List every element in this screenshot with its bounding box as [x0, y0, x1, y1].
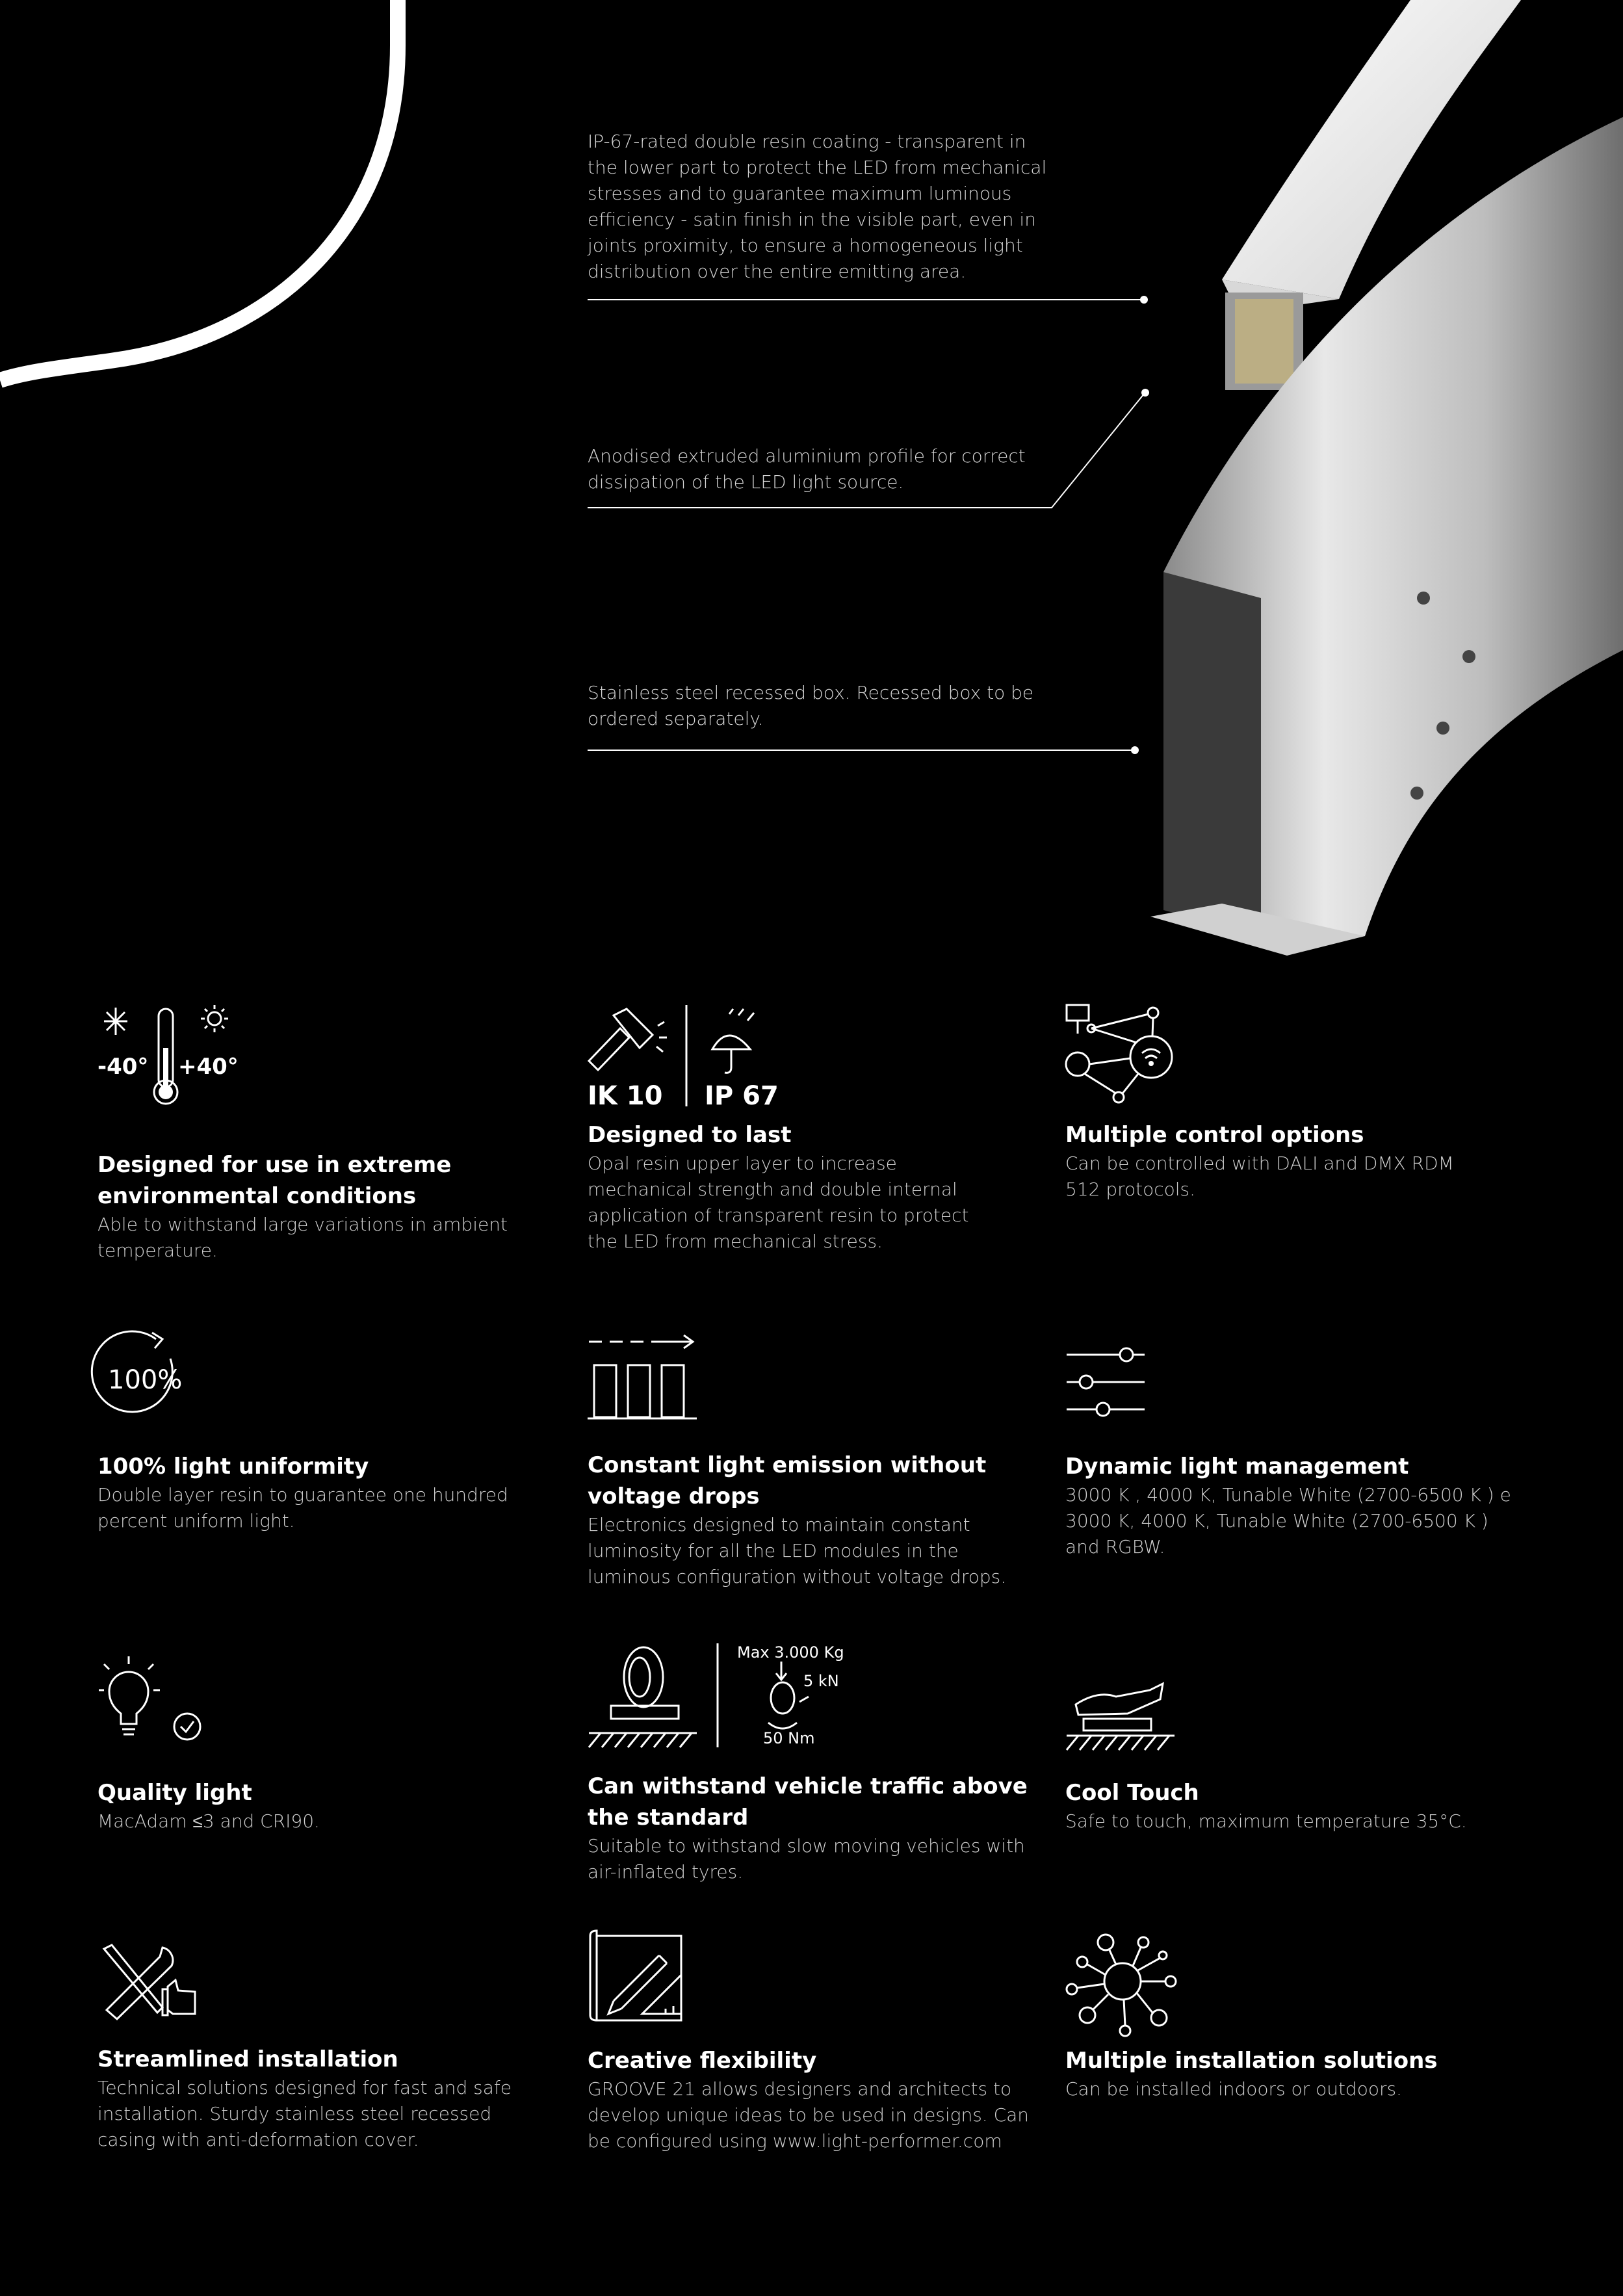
feature-title: Can withstand vehicle traffic above the standard — [588, 1773, 1028, 1831]
force-label: 5 kN — [803, 1672, 839, 1690]
feature-light-uniformity — [97, 1333, 552, 1534]
hub-nodes-icon — [1065, 1929, 1221, 2040]
network-wifi-icon — [1065, 1002, 1221, 1113]
feature-text: Electronics designed to maintain constant luminosity for all the LED modules in the luminous configuration without voltage drops. — [588, 1514, 1007, 1587]
feature-title: 100% light uniformity — [97, 1454, 369, 1480]
feature-cool-touch — [1065, 1651, 1520, 1834]
sliders-icon — [1065, 1333, 1221, 1443]
temp-low-label: -40° — [97, 1054, 149, 1080]
max-load-label: Max 3.000 Kg — [737, 1643, 844, 1662]
feature-title: Streamlined installation — [97, 2046, 398, 2072]
thermometer-icon — [97, 1002, 253, 1113]
feature-multiple-installation — [1065, 1929, 1520, 2102]
feature-designed-to-last — [588, 1002, 1043, 1255]
feature-extreme-conditions — [97, 1002, 552, 1264]
ik-rating-label: IK 10 — [588, 1081, 663, 1111]
feature-title: Multiple control options — [1065, 1122, 1364, 1148]
feature-title: Creative flexibility — [588, 2048, 817, 2074]
callout-resin-coating: IP-67-rated double resin coating - transparent in the lower part to protect the LED from mechanical stresses and to guarantee maximum luminous efficiency - satin finish in the visible part, even in joints proximity, to ensure a homogeneous light distribution over the entire emitting area. — [588, 131, 1047, 282]
feature-text: Able to withstand large variations in ambient temperature. — [97, 1214, 508, 1261]
feature-text: Opal resin upper layer to increase mechanical strength and double internal application of transparent resin to protect the LED from mechanical stress. — [588, 1153, 969, 1252]
feature-text: Can be installed indoors or outdoors. — [1065, 2078, 1402, 2100]
ip-rating-label: IP 67 — [705, 1081, 779, 1111]
bulb-check-icon — [97, 1651, 253, 1762]
feature-constant-emission — [588, 1333, 1043, 1590]
feature-title: Multiple installation solutions — [1065, 2048, 1438, 2074]
feature-title: Dynamic light management — [1065, 1454, 1409, 1480]
feature-vehicle-traffic — [588, 1638, 1043, 1885]
bars-arrow-icon — [588, 1333, 744, 1443]
temp-high-label: +40° — [178, 1054, 239, 1080]
feature-control-options — [1065, 1002, 1520, 1203]
tools-thumb-icon — [97, 1942, 253, 2053]
feature-text: Can be controlled with DALI and DMX RDM 512 protocols. — [1065, 1153, 1454, 1200]
feature-title: Cool Touch — [1065, 1780, 1199, 1806]
feature-text: GROOVE 21 allows designers and architects to develop unique ideas to be used in designs. Can be configured using www.light-performer.com — [588, 2078, 1030, 2152]
feature-title: Designed for use in extreme environmental conditions — [97, 1152, 452, 1209]
feature-dynamic-light — [1065, 1333, 1520, 1560]
feature-text: MacAdam ≤3 and CRI90. — [97, 1810, 320, 1832]
feature-text: Safe to touch, maximum temperature 35°C. — [1065, 1810, 1467, 1832]
tyre-load-icon — [588, 1638, 861, 1755]
torque-label: 50 Nm — [763, 1729, 815, 1747]
callout-recessed-box: Stainless steel recessed box. Recessed box to be ordered separately. — [588, 682, 1034, 729]
feature-text: Suitable to withstand slow moving vehicles with air-inflated tyres. — [588, 1835, 1025, 1883]
hammer-umbrella-icon — [588, 1002, 796, 1113]
blueprint-pencil-icon — [588, 1929, 744, 2040]
percent-circle-icon — [97, 1333, 253, 1443]
feature-quality-light — [97, 1651, 552, 1834]
callout-leader-lines — [0, 0, 1623, 845]
feature-creative-flexibility — [588, 1929, 1043, 2154]
feature-title: Constant light emission without voltage drops — [588, 1452, 987, 1509]
callout-aluminium-profile: Anodised extruded aluminium profile for correct dissipation of the LED light source. — [588, 445, 1026, 493]
feature-text: Technical solutions designed for fast and safe installation. Sturdy stainless steel recessed casing with anti-deformation cover. — [97, 2077, 512, 2150]
hand-touch-icon — [1065, 1651, 1221, 1762]
feature-text: Double layer resin to guarantee one hundred percent uniform light. — [97, 1484, 508, 1532]
feature-streamlined-installation — [97, 1942, 552, 2153]
feature-title: Quality light — [97, 1780, 252, 1806]
uniformity-label: 100% — [108, 1365, 183, 1395]
feature-text: 3000 K , 4000 K, Tunable White (2700-6500 K ) e 3000 K, 4000 K, Tunable White (2700-6500 K ) and RGBW. — [1065, 1484, 1511, 1558]
feature-title: Designed to last — [588, 1122, 792, 1148]
